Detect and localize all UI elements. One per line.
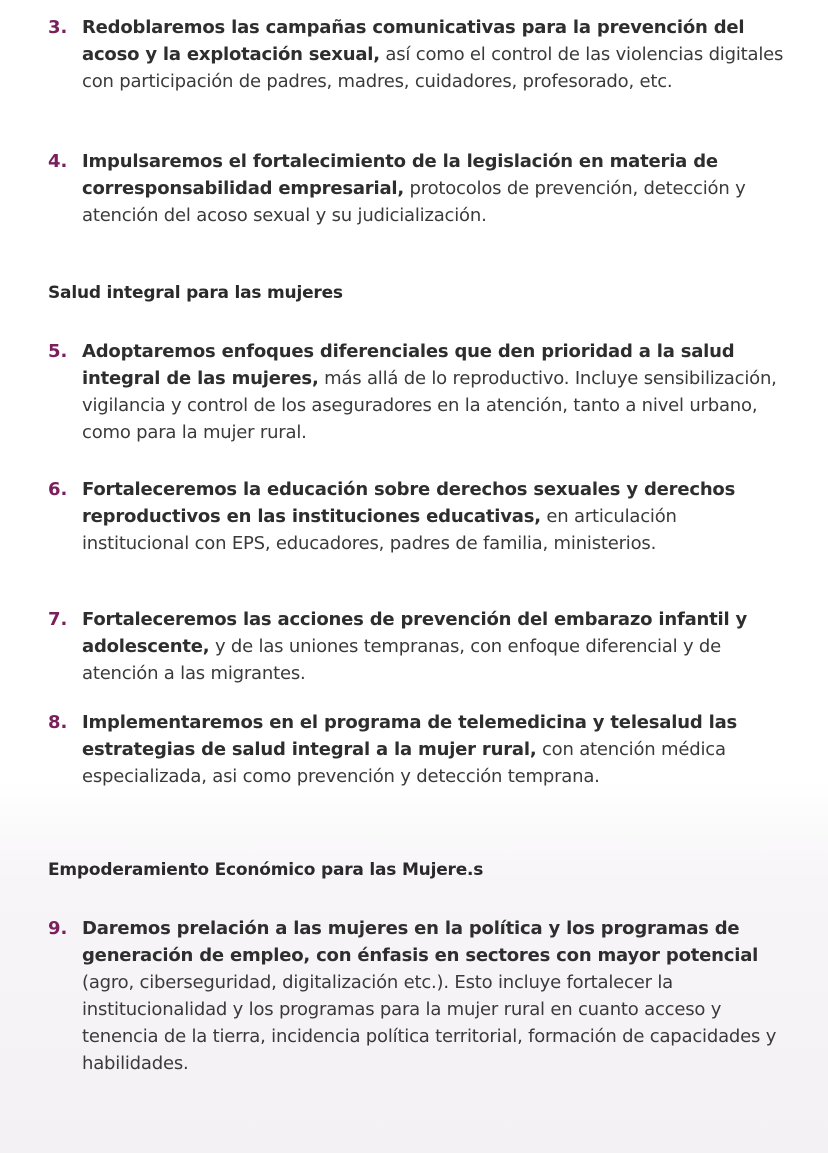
item-number: 4.	[48, 151, 68, 172]
item-body	[82, 476, 788, 557]
item-number: 3.	[48, 17, 68, 38]
list-item-3	[48, 14, 788, 95]
list-item-4	[48, 148, 788, 229]
item-bold-text: Adoptaremos enfoques diferenciales que den prioridad a la salud integral de las mujeres,	[82, 341, 735, 389]
list-item-6	[48, 476, 788, 557]
item-text: más allá de lo reproductivo. Incluye sensibilización, vigilancia y control de los aseguradores en la atención, tanto a nivel urbano, como para la mujer rural.	[82, 368, 777, 443]
item-body	[82, 148, 788, 229]
item-body	[82, 338, 788, 446]
item-text: con atención médica especializada, asi como prevención y detección temprana.	[82, 739, 726, 787]
item-body	[82, 606, 788, 687]
item-bold-text: Implementaremos en el programa de telemedicina y telesalud las estrategias de salud integral a la mujer rural,	[82, 712, 738, 760]
item-body	[82, 14, 788, 95]
item-body	[82, 915, 788, 1077]
list-item-8	[48, 709, 788, 790]
list-item-7	[48, 606, 788, 687]
item-text: y de las uniones tempranas, con enfoque diferencial y de atención a las migrantes.	[82, 636, 722, 684]
item-text: así como el control de las violencias digitales con participación de padres, madres, cuidadores, profesorado, etc.	[82, 44, 784, 92]
item-text: protocolos de prevención, detección y atención del acoso sexual y su judicialización.	[82, 178, 746, 226]
item-number: 9.	[48, 918, 68, 939]
section-heading-economic: Empoderamiento Económico para las Mujere.s	[48, 860, 484, 880]
item-bold-text: Impulsaremos el fortalecimiento de la legislación en materia de corresponsabilidad empresarial,	[82, 151, 718, 199]
item-body	[82, 709, 788, 790]
item-number: 6.	[48, 479, 68, 500]
item-bold-text: Fortaleceremos las acciones de prevención del embarazo infantil y adolescente,	[82, 609, 748, 657]
item-number: 5.	[48, 341, 68, 362]
section-heading-health: Salud integral para las mujeres	[48, 283, 343, 303]
item-number: 7.	[48, 609, 68, 630]
item-bold-text: Daremos prelación a las mujeres en la política y los programas de generación de empleo, con énfasis en sectores con mayor potencial	[82, 918, 759, 966]
item-bold-text: Fortaleceremos la educación sobre derechos sexuales y derechos reproductivos en las instituciones educativas,	[82, 479, 736, 527]
item-number: 8.	[48, 712, 68, 733]
list-item-5	[48, 338, 788, 446]
item-bold-text: Redoblaremos las campañas comunicativas para la prevención del acoso y la explotación sexual,	[82, 17, 745, 65]
item-text: (agro, ciberseguridad, digitalización etc.). Esto incluye fortalecer la institucionalidad y los programas para la mujer rural en cuanto acceso y tenencia de la tierra, incidencia política territorial, formación de capacidades y habilidades.	[82, 972, 777, 1074]
item-text: en articulación institucional con EPS, educadores, padres de familia, ministerios.	[82, 506, 677, 554]
list-item-9	[48, 915, 788, 1077]
